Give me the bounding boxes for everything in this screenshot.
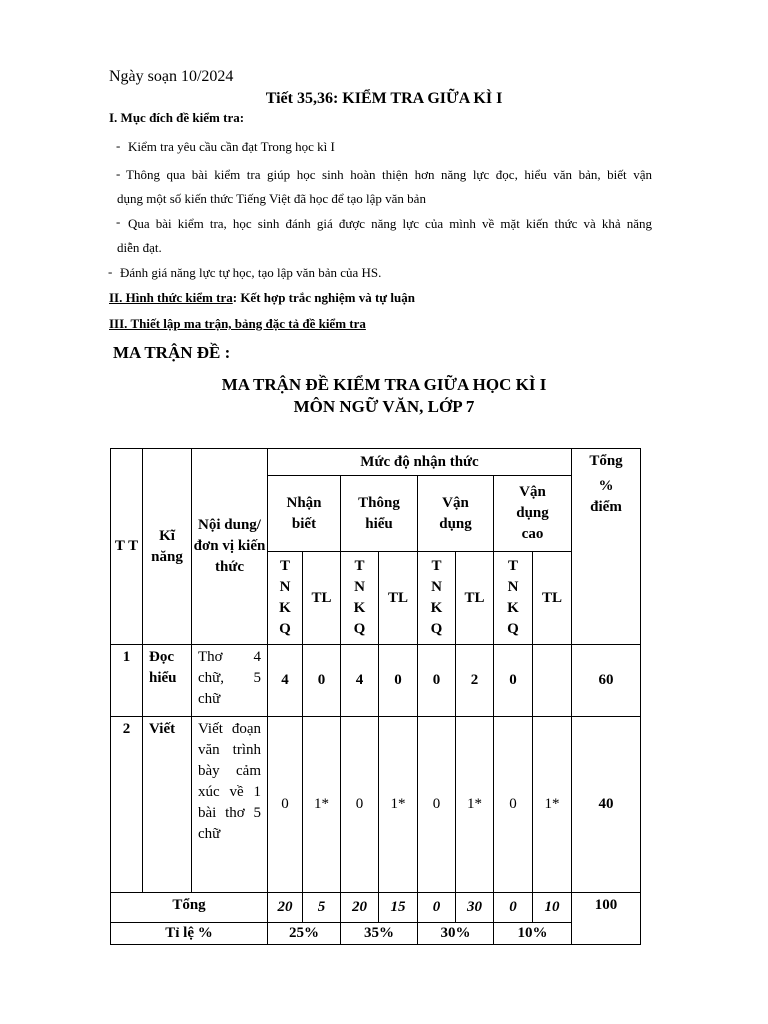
header-level-thong-hieu: Thông hiểu <box>341 476 418 552</box>
matrix-title-line2: MÔN NGỮ VĂN, LỚP 7 <box>293 397 475 416</box>
ratio-label: Tỉ lệ % <box>111 923 268 945</box>
header-tnkq: TNKQ <box>418 552 456 645</box>
row-value: 0 <box>303 645 341 717</box>
bullet-marker: - <box>116 214 121 229</box>
row-value: 0 <box>379 645 418 717</box>
header-tong-line1: Tổng <box>589 453 623 469</box>
bullet-marker: - <box>116 138 121 153</box>
bullet3-line1: Qua bài kiểm tra, học sinh đánh giá được năng lực của mình về mặt kiến thức và khả năng <box>128 216 652 231</box>
header-tong <box>572 449 641 645</box>
total-row <box>111 893 641 923</box>
bullet2-line1: Thông qua bài kiểm tra giúp học sinh hoàn thiện hơn năng lực đọc, hiểu văn bản, biết vận <box>126 167 652 182</box>
header-tl: TL <box>303 552 341 645</box>
row-ki-nang: Viết <box>143 717 192 893</box>
matrix-table <box>110 448 641 945</box>
row-value <box>533 645 572 717</box>
row-value: 0 <box>494 717 533 893</box>
header-tl: TL <box>533 552 572 645</box>
row-noi-dung: Thơ 4 chữ, 5 chữ <box>192 645 268 717</box>
row-value: 0 <box>268 717 303 893</box>
row-value: 4 <box>341 645 379 717</box>
total-value: 0 <box>494 893 533 923</box>
ratio-value: 25% <box>268 923 341 945</box>
header-tnkq: TNKQ <box>268 552 303 645</box>
section2-heading-underlined: II. Hình thức kiểm tra <box>109 290 233 305</box>
date-line: Ngày soạn 10/2024 <box>109 68 234 85</box>
row-tt: 1 <box>111 645 143 717</box>
row-value: 0 <box>494 645 533 717</box>
row-noi-dung: Viết đoạn văn trình bày cảm xúc về 1 bài thơ 5 chữ <box>192 717 268 893</box>
row-value: 1* <box>533 717 572 893</box>
bullet-marker: - <box>116 166 121 181</box>
matrix-label: MA TRẬN ĐỀ : <box>113 343 231 362</box>
header-tnkq: TNKQ <box>494 552 533 645</box>
row-ki-nang: Đọc hiểu <box>143 645 192 717</box>
row-value: 4 <box>268 645 303 717</box>
lesson-title: Tiết 35,36: KIỂM TRA GIỮA KÌ I <box>265 90 503 107</box>
bullet-marker: - <box>108 264 113 279</box>
header-tt: T T <box>111 449 143 645</box>
total-label: Tổng <box>111 893 268 923</box>
table-row <box>111 645 641 717</box>
row-value: 0 <box>341 717 379 893</box>
header-tong-line2: % điểm <box>590 478 622 515</box>
header-tnkq: TNKQ <box>341 552 379 645</box>
total-value: 30 <box>456 893 494 923</box>
row-value: 1* <box>456 717 494 893</box>
ratio-value: 30% <box>418 923 494 945</box>
row-tong: 60 <box>572 645 641 717</box>
bullet4-text: Đánh giá năng lực tự học, tạo lập văn bản của HS. <box>120 265 382 280</box>
ratio-row <box>111 923 641 945</box>
ratio-value: 10% <box>494 923 572 945</box>
section1-heading: I. Mục đích đề kiểm tra: <box>109 110 245 125</box>
bullet2-line2: dụng một số kiến thức Tiếng Việt đã học để tạo lập văn bản <box>117 191 426 206</box>
section2-heading <box>109 290 415 306</box>
row-tt: 2 <box>111 717 143 893</box>
ratio-value: 35% <box>341 923 418 945</box>
total-value: 5 <box>303 893 341 923</box>
row-value: 1* <box>379 717 418 893</box>
bullet1-text: Kiểm tra yêu cầu cần đạt Trong học kì I <box>128 139 335 154</box>
header-level-van-dung-cao: Vận dụng cao <box>494 476 572 552</box>
matrix-title-line1: MA TRẬN ĐỀ KIỂM TRA GIỮA HỌC KÌ I <box>221 375 547 394</box>
header-ki-nang: Kĩ năng <box>143 449 192 645</box>
section2-heading-rest: : Kết hợp trắc nghiệm và tự luận <box>232 290 415 305</box>
header-noi-dung: Nội dung/đơn vị kiến thức <box>192 449 268 645</box>
header-level-van-dung: Vận dụng <box>418 476 494 552</box>
table-row <box>111 717 641 893</box>
header-tl: TL <box>379 552 418 645</box>
total-tong: 100 <box>572 893 641 945</box>
section3-heading: III. Thiết lập ma trận, bảng đặc tả đề kiểm tra <box>109 316 366 331</box>
row-value: 1* <box>303 717 341 893</box>
bullet3-line2: diễn đạt. <box>117 240 162 255</box>
row-tong: 40 <box>572 717 641 893</box>
row-value: 2 <box>456 645 494 717</box>
total-value: 10 <box>533 893 572 923</box>
total-value: 0 <box>418 893 456 923</box>
row-value: 0 <box>418 717 456 893</box>
total-value: 20 <box>341 893 379 923</box>
total-value: 20 <box>268 893 303 923</box>
table-header-row <box>111 449 641 476</box>
header-tl: TL <box>456 552 494 645</box>
row-value: 0 <box>418 645 456 717</box>
total-value: 15 <box>379 893 418 923</box>
header-muc-do: Mức độ nhận thức <box>268 449 572 476</box>
header-level-nhan-biet: Nhận biết <box>268 476 341 552</box>
